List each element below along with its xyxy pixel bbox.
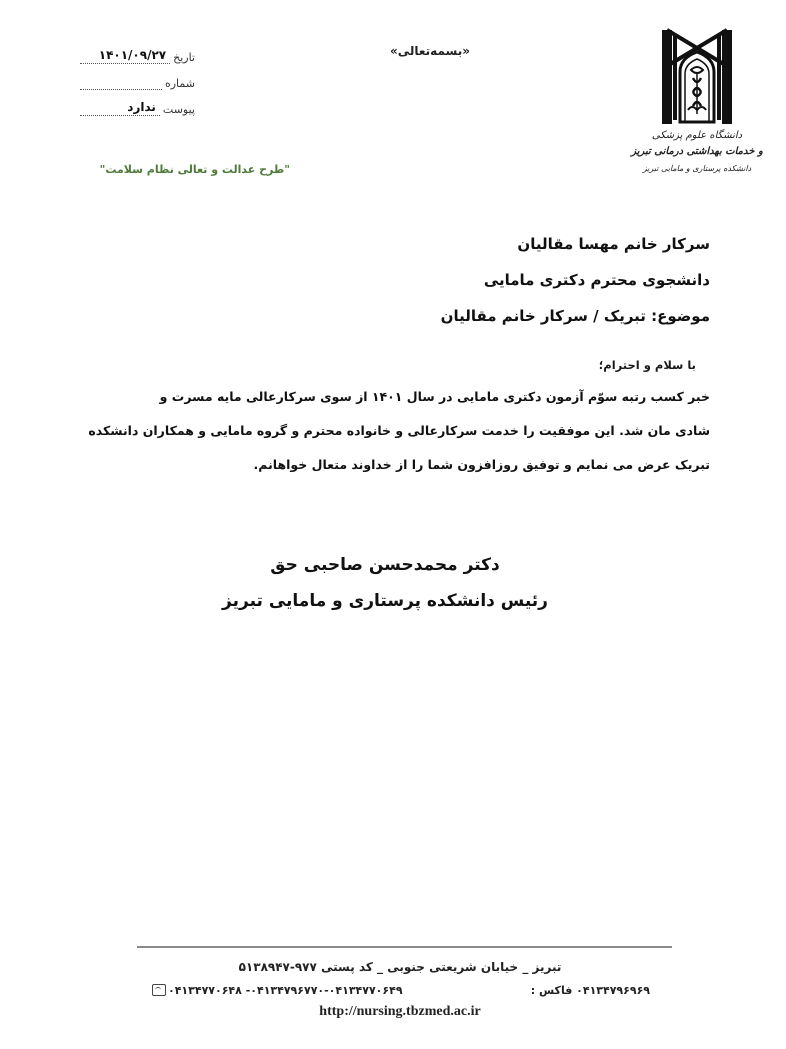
logo-caption-line-1: دانشگاه علوم پزشکی — [651, 130, 743, 141]
signatory-name: دکتر محمدحسن صاحبی حق — [270, 555, 500, 575]
basmala-heading: «بسمه‌تعالی» — [390, 44, 470, 58]
subject-line: موضوع: تبریک / سرکار خانم مقالیان — [440, 307, 710, 325]
number-field — [80, 64, 195, 90]
date-label: تاریخ — [173, 51, 195, 64]
signature-block — [200, 548, 570, 620]
slogan: "طرح عدالت و تعالی نظام سلامت" — [99, 163, 290, 176]
salutation: با سلام و احترام؛ — [598, 358, 696, 372]
university-emblem-icon — [622, 18, 772, 130]
date-line — [80, 47, 170, 64]
number-label: شماره — [164, 77, 195, 90]
footer — [150, 955, 650, 1023]
letter-meta — [80, 38, 195, 116]
attachment-field — [80, 90, 195, 116]
footer-divider — [137, 946, 672, 948]
number-line — [80, 73, 162, 90]
footer-address: تبریز _ خیابان شریعتی جنوبی _ کد پستی ۹۷۷-۵۱۳۸۹۴۷ — [238, 960, 562, 974]
attachment-label: پیوست — [162, 103, 195, 116]
phone-values: ۰۴۱۳۴۷۹۶۷۷۰-۰۴۱۳۴۷۷۰۶۴۹- ۰۴۱۳۴۷۷۰۶۴۸ — [168, 983, 403, 997]
body-line: شادی مان شد. این موفقیت را خدمت سرکارعالی و خانواده محترم و گروه مامایی و همکاران دانشکده — [88, 423, 710, 438]
date-value: ۱۴۰۱/۰۹/۲۷ — [98, 48, 167, 62]
footer-contacts — [150, 979, 650, 1001]
attachment-line — [80, 99, 160, 116]
body-line: تبریک عرض می نمایم و توفیق روزافزون شما را از خداوند متعال خواهانم. — [253, 457, 710, 472]
recipient-block — [310, 232, 710, 340]
signatory-position: رئیس دانشکده پرستاری و مامایی تبریز — [222, 591, 548, 611]
phone-numbers — [150, 984, 403, 997]
logo-caption-line-2: و خدمات بهداشتی درمانی تبریز — [631, 146, 763, 157]
body-line: خبر کسب رتبه سوّم آزمون دکتری مامایی در سال ۱۴۰۱ از سوی سرکارعالی مایه مسرت و — [159, 389, 710, 404]
recipient-title: دانشجوی محترم دکتری مامایی — [483, 271, 710, 289]
fax — [531, 984, 650, 997]
logo-caption-line-3: دانشکده پرستاری و مامایی تبریز — [642, 164, 752, 173]
date-field — [80, 38, 195, 64]
university-logo — [622, 18, 772, 183]
letter-body — [88, 380, 710, 482]
fax-value: ۰۴۱۳۴۷۹۶۹۶۹ — [576, 983, 650, 997]
recipient-name: سرکار خانم مهسا مقالیان — [517, 235, 710, 253]
attachment-value: ندارد — [127, 100, 156, 114]
fax-label: فاکس : — [530, 983, 573, 997]
website-link[interactable]: http://nursing.tbzmed.ac.ir — [319, 1004, 481, 1019]
telephone-icon — [152, 984, 166, 996]
